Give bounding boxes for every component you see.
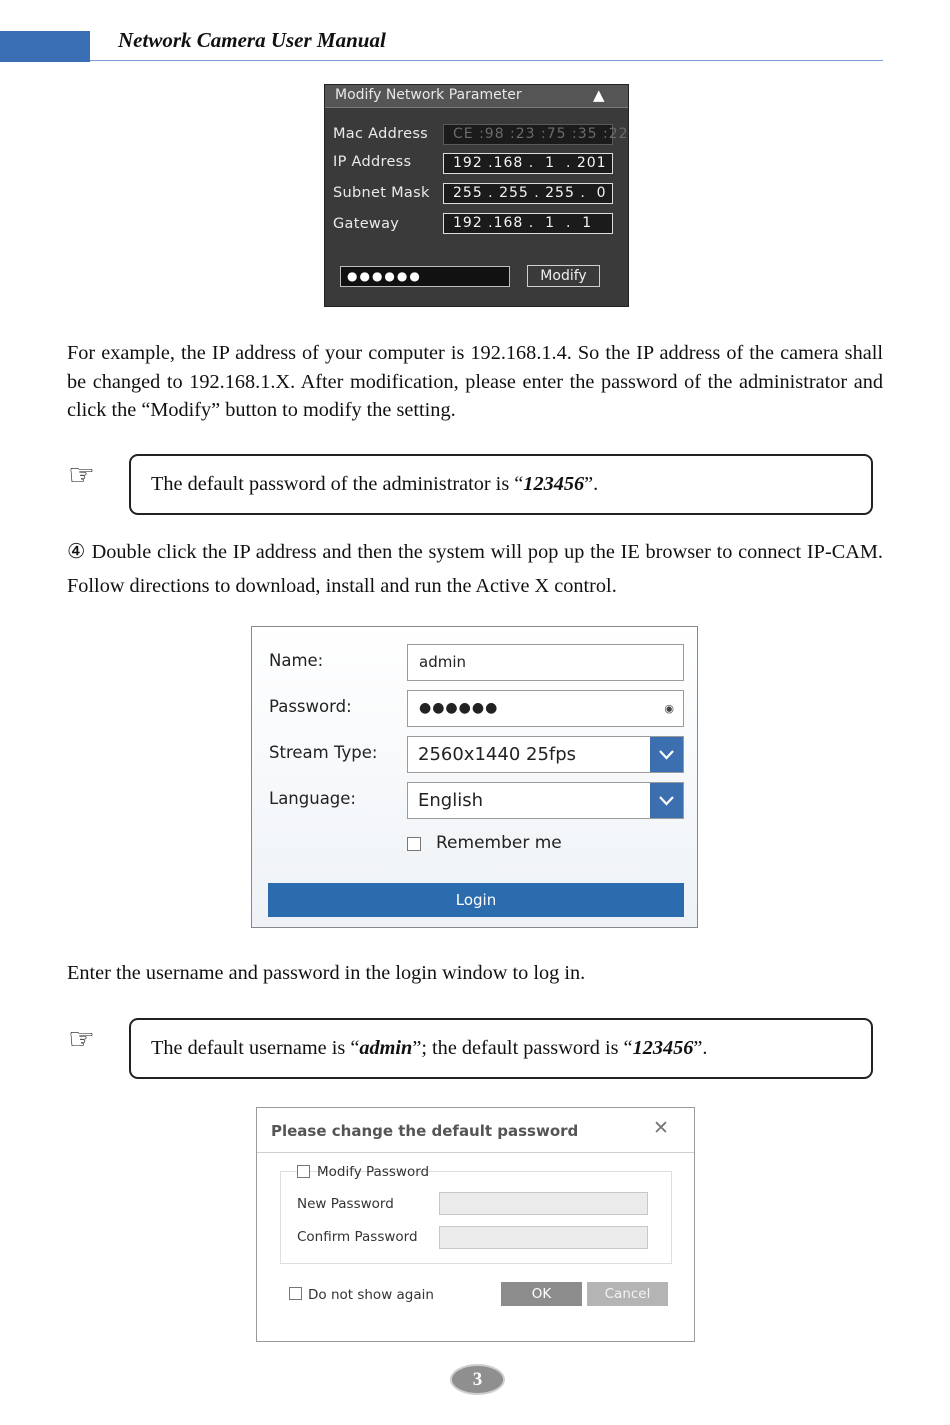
ip-address-label: IP Address: [333, 154, 412, 170]
remember-me-label: Remember me: [436, 833, 562, 853]
note-text-end: ”.: [693, 1037, 708, 1059]
note-default-credentials: [129, 1018, 873, 1079]
do-not-show-checkbox[interactable]: [289, 1287, 302, 1300]
change-password-dialog: [256, 1107, 695, 1342]
remember-me-checkbox[interactable]: [407, 837, 421, 851]
new-password-label: New Password: [297, 1196, 394, 1212]
subnet-mask-field[interactable]: 255 . 255 . 255 . 0: [443, 183, 613, 204]
chevron-down-icon[interactable]: [650, 783, 683, 818]
pointing-hand-icon: ☞: [68, 458, 95, 493]
pointing-hand-icon: ☞: [68, 1022, 95, 1057]
panel-title: Modify Network Parameter: [335, 87, 522, 103]
language-select[interactable]: [407, 782, 684, 819]
page-number: 3: [450, 1364, 505, 1395]
stream-type-value: 2560x1440 25fps: [418, 744, 577, 765]
note-password: 123456: [632, 1037, 694, 1059]
header-rule: [90, 60, 883, 61]
password-label: Password:: [269, 697, 352, 716]
mac-address-label: Mac Address: [333, 126, 429, 142]
paragraph-step-4: ④ Double click the IP address and then the system will pop up the IE browser to connect IP-CAM. Follow directions to download, install and run the Active X control.: [67, 541, 883, 597]
language-label: Language:: [269, 789, 356, 808]
password-group: [280, 1171, 672, 1264]
close-icon[interactable]: ✕: [653, 1117, 669, 1139]
modify-button[interactable]: Modify: [527, 265, 600, 287]
do-not-show-label: Do not show again: [308, 1287, 434, 1303]
dialog-divider: [257, 1152, 694, 1153]
stream-type-label: Stream Type:: [269, 743, 378, 762]
dialog-title: Please change the default password: [271, 1122, 579, 1140]
name-label: Name:: [269, 651, 324, 670]
mac-address-field: CE :98 :23 :75 :35 :22: [443, 124, 613, 145]
ok-button[interactable]: OK: [501, 1282, 582, 1306]
paragraph-example: For example, the IP address of your computer is 192.168.1.4. So the IP address of the camera shall be changed to 192.168.1.X. After modification, please enter the password of the administrator and click the “Modify” button to modify the setting.: [67, 342, 883, 421]
gateway-field[interactable]: 192 .168 . 1 . 1: [443, 213, 613, 234]
note-default-password: [129, 454, 873, 515]
triangle-up-icon[interactable]: ▲: [593, 86, 605, 104]
note-text: The default password of the administrator is “: [151, 473, 524, 495]
chevron-down-icon[interactable]: [650, 737, 683, 772]
name-input[interactable]: admin: [407, 644, 684, 681]
confirm-password-input[interactable]: [439, 1226, 648, 1249]
manual-title: Network Camera User Manual: [118, 28, 386, 52]
modify-password-label: Modify Password: [317, 1164, 430, 1180]
header-accent-bar: [0, 31, 90, 62]
login-panel: [251, 626, 698, 928]
paragraph-login-instructions: Enter the username and password in the login window to log in.: [67, 962, 586, 984]
network-parameter-panel: [324, 84, 629, 307]
password-input[interactable]: [407, 690, 684, 727]
confirm-password-label: Confirm Password: [297, 1229, 418, 1245]
note-text-end: ”.: [584, 473, 599, 495]
login-button[interactable]: Login: [268, 883, 684, 917]
eye-icon[interactable]: ◉: [664, 702, 675, 715]
note-text: The default username is “: [151, 1037, 360, 1059]
password-dots: ●●●●●●: [419, 700, 499, 716]
gateway-label: Gateway: [333, 216, 400, 232]
modify-password-checkbox[interactable]: [297, 1165, 310, 1178]
note-password: 123456: [523, 473, 585, 495]
cancel-button[interactable]: Cancel: [587, 1282, 668, 1306]
language-value: English: [418, 790, 483, 811]
ip-address-field[interactable]: 192 .168 . 1 . 201: [443, 153, 613, 174]
new-password-input[interactable]: [439, 1192, 648, 1215]
note-username: admin: [359, 1037, 413, 1059]
stream-type-select[interactable]: [407, 736, 684, 773]
subnet-mask-label: Subnet Mask: [333, 185, 430, 201]
note-text-middle: ”; the default password is “: [412, 1037, 633, 1059]
panel-header: [325, 85, 628, 108]
admin-password-field[interactable]: ●●●●●●: [340, 266, 510, 287]
